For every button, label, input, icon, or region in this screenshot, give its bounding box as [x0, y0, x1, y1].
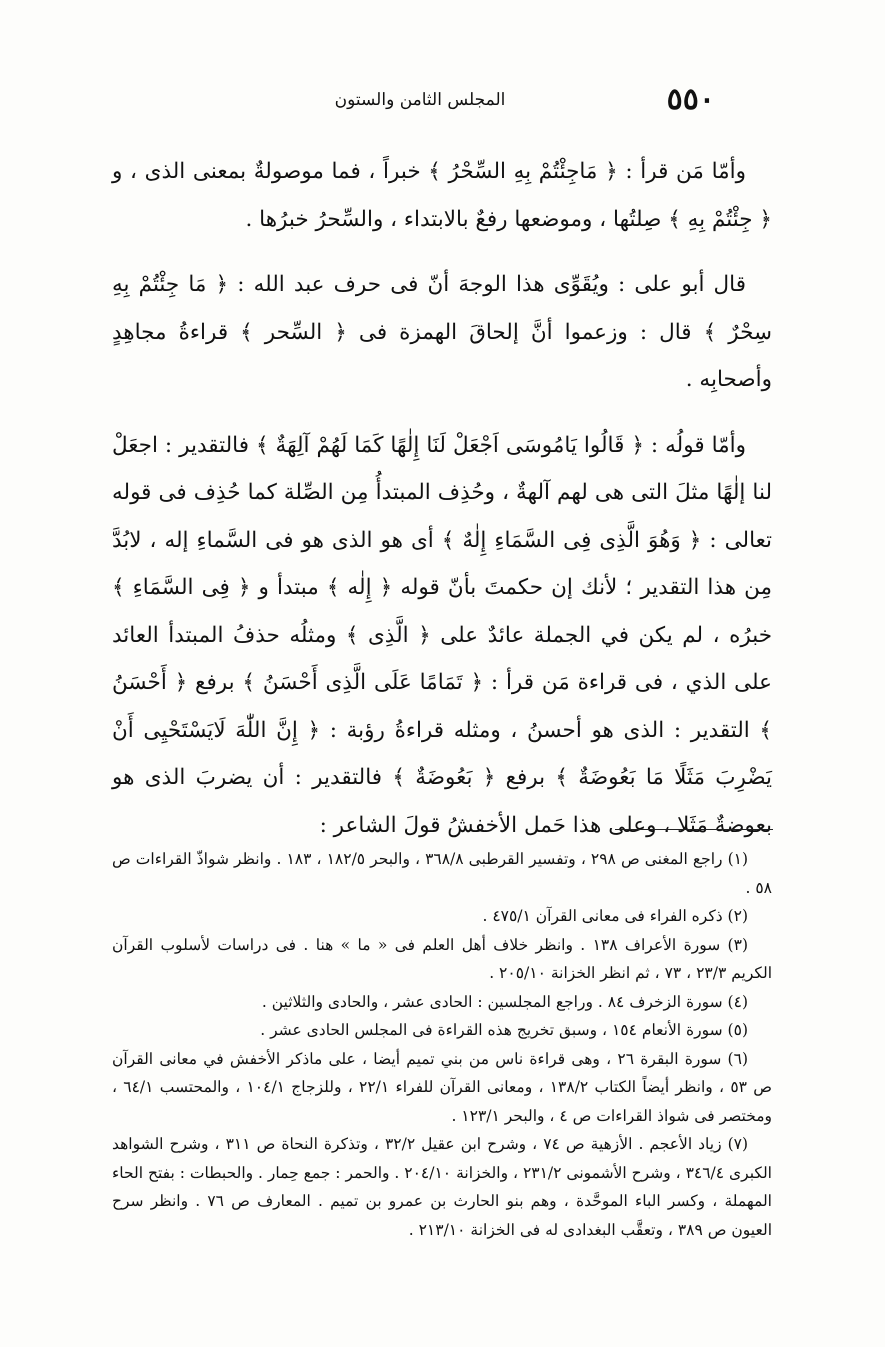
main-text	[112, 148, 772, 849]
footnote-separator	[615, 829, 773, 830]
paragraph	[112, 148, 772, 243]
footnote	[112, 1016, 772, 1045]
running-title: المجلس الثامن والستون	[334, 90, 506, 110]
footnote	[112, 1130, 772, 1244]
paragraph-text: قال أبو على : ويُقَوِّى هذا الوجهَ أنّ فى حرف عبد الله : ﴿ مَا جِئْتُمْ بِهِ سِحْرٌ ﴾ قال : وزعموا أنَّ إلحاقَ الهمزة فى ﴿ السِّحر ﴾ قراءةُ مجاهِدٍ وأصحابِه .	[112, 272, 772, 392]
footnote	[112, 988, 772, 1017]
footnote	[112, 902, 772, 931]
footnote-text: (٧) زياد الأعجم . الأزهية ص ٧٤ ، وشرح ابن عقيل ٣٢/٢ ، وتذكرة النحاة ص ٣١١ ، وشرح الشواهد الكبرى ٣٤٦/٤ ، وشرح الأشمونى ٢٣١/٢ ، والخزانة ٢٠٤/١٠ . والحمر : جمع حِمار . والحبطات : بفتح الحاء المهملة ، وكسر الباء الموحَّدة ، وهم بنو الحارث بن عمرو بن تميم . المعارف ص ٧٦ . وانظر سرح العيون ص ٣٨٩ ، وتعقَّب البغدادى له فى الخزانة ٢١٣/١٠ .	[112, 1135, 772, 1239]
page-header	[0, 82, 885, 122]
footnote-text: (٢) ذكره الفراء فى معانى القرآن ٤٧٥/١ .	[482, 907, 748, 925]
footnote-text: (٣) سورة الأعراف ١٣٨ . وانظر خلاف أهل العلم فى « ما » هنا . فى دراسات لأسلوب القرآن الكريم ٢٣/٣ ، ٧٣ ، ثم انظر الخزانة ٢٠٥/١٠ .	[112, 935, 772, 982]
footnote	[112, 845, 772, 902]
footnote-text: (٦) سورة البقرة ٢٦ ، وهى قراءة ناس من بني تميم أيضا ، على ماذكر الأخفش في معانى القرآن ص ٥٣ ، وانظر أيضاً الكتاب ١٣٨/٢ ، ومعانى القرآن للفراء ٢٢/١ ، وللزجاج ١٠٤/١ ، والمحتسب ٦٤/١ ، ومختصر فى شواذ القراءات ص ٤ ، والبحر ١٢٣/١ .	[112, 1049, 772, 1125]
footnote-text: (٥) سورة الأنعام ١٥٤ ، وسبق تخريج هذه القراءة فى المجلس الحادى عشر .	[260, 1021, 748, 1039]
footnote	[112, 931, 772, 988]
footnote	[112, 1045, 772, 1131]
page-number: ٥٥٠	[666, 82, 715, 117]
paragraph-text: وأمّا مَن قرأ : ﴿ مَاجِئْتُمْ بِهِ السِّحْرُ ﴾ خبراً ، فما موصولةٌ بمعنى الذى ، و ﴿ جِئْتُمْ بِهِ ﴾ صِلتُها ، وموضعها رفعٌ بالابتداء ، والسِّحرُ خبرُها .	[112, 159, 772, 232]
footnote-text: (٤) سورة الزخرف ٨٤ . وراجع المجلسين : الحادى عشر ، والحادى والثلاثين .	[261, 992, 748, 1011]
footnote-text: (١) راجع المغنى ص ٢٩٨ ، وتفسير القرطبى ٣٦٨/٨ ، والبحر ١٨٢/٥ ، ١٨٣ . وانظر شواذّ القراءات ص ٥٨ .	[112, 850, 772, 897]
paragraph	[112, 422, 772, 850]
paragraph-text: وأمّا قولُه : ﴿ قَالُوا يَامُوسَى اَجْعَلْ لَنَا إِلٰهًا كَمَا لَهُمْ آلِهَةٌ ﴾ فالتقدير : اجعَلْ لنا إلٰهًا مثلَ التى هى لهم آلهةٌ ، وحُذِف المبتدأُ مِن الصِّلة كما حُذِف فى قوله تعالى : ﴿ وَهُوَ الَّذِى فِى السَّمَاءِ إِلٰهٌ ﴾ أى هو الذى هو فى السَّماءِ إله ، لابُدَّ مِن هذا التقدير ؛ لأنك إن حكمتَ بأنّ قوله ﴿ إِلٰه ﴾ مبتدأ و ﴿ فِى السَّمَاءِ ﴾ خبرُه ، لم يكن في الجملة عائدٌ على ﴿ الَّذِى ﴾ ومثلُه حذفُ المبتدأ العائد على الذي ، فى قراءة مَن قرأ : ﴿ تَمَامًا عَلَى الَّذِى أَحْسَنُ ﴾ برفع ﴿ أَحْسَنُ ﴾ التقدير : الذى هو أحسنُ ، ومثله قراءةُ رؤبة : ﴿ إِنَّ اللّٰهَ لَايَسْتَحْيِى أَنْ يَضْرِبَ مَثَلًا مَا بَعُوضَةٌ ﴾ برفع ﴿ بَعُوضَةٌ ﴾ فالتقدير : أن يضربَ الذى هو بعوضةٌ مَثَلا ، وعلى هذا حَمل الأخفشُ قولَ الشاعر :	[112, 432, 772, 838]
footnotes	[112, 845, 772, 1244]
paragraph	[112, 261, 772, 404]
